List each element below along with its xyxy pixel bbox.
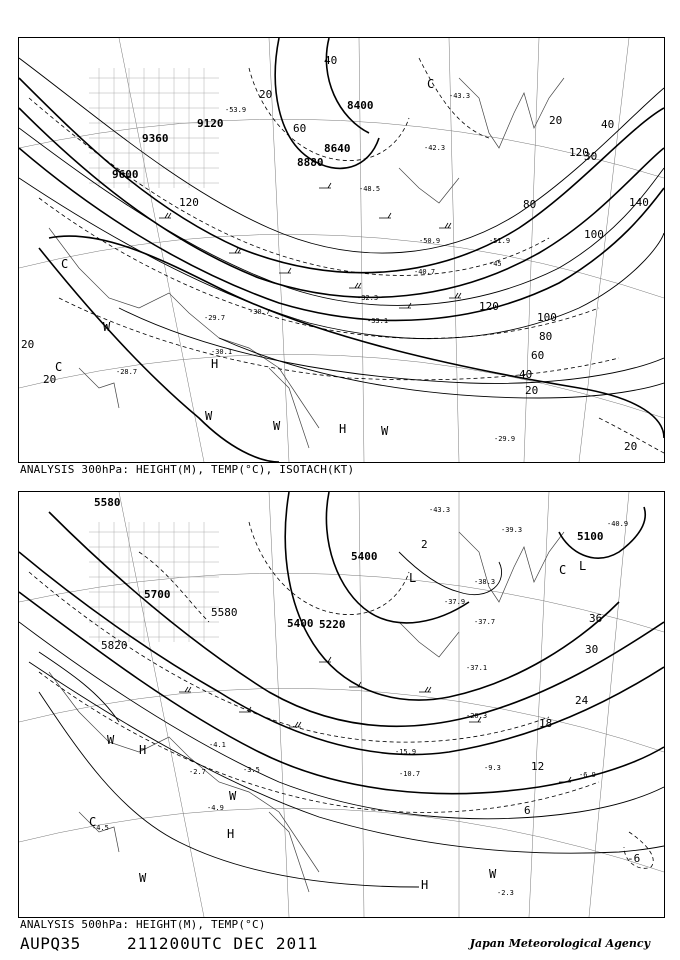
isotach-label: 60 [531, 349, 545, 362]
contour-label: 6 [524, 804, 531, 817]
temp-label: -40.9 [607, 520, 629, 528]
height-label: 8880 [297, 156, 324, 169]
caption-500hpa: ANALYSIS 500hPa: HEIGHT(M), TEMP(°C) [20, 918, 266, 931]
temp-label: -38.3 [474, 578, 496, 586]
temp-label: -29.9 [494, 435, 516, 443]
high-pressure-symbol: H [421, 878, 429, 892]
temp-label: -4.5 [92, 824, 109, 832]
temp-label: -10.7 [399, 770, 421, 778]
warm-center-symbol: W [381, 424, 389, 438]
warm-center-symbol: W [489, 867, 497, 881]
map-500hpa-canvas [19, 492, 664, 917]
warm-center-symbol: W [229, 789, 237, 803]
isotach-label: 120 [179, 196, 199, 209]
contour-label: 36 [589, 612, 603, 625]
temp-label: -2.7 [189, 768, 206, 776]
isotach-label: 140 [629, 196, 649, 209]
analysis-time: 211200UTC DEC 2011 [127, 934, 319, 953]
contour-label: 18 [539, 717, 553, 730]
temp-label: -45 [489, 260, 502, 268]
warm-center-symbol: W [139, 871, 147, 885]
wind-barbs [159, 183, 461, 308]
isotach-label: 40 [601, 118, 615, 131]
isotach-label: 20 [259, 88, 273, 101]
temp-label: -53.9 [225, 106, 247, 114]
contour-label: 2 [421, 538, 428, 551]
temp-label: -20.3 [466, 712, 488, 720]
isotach-label: 80 [539, 330, 553, 343]
height-label: 8640 [324, 142, 351, 155]
temp-label: -2.3 [497, 889, 514, 897]
map-500hpa [18, 491, 665, 918]
height-label: 5220 [319, 618, 346, 631]
isotach-label: 100 [537, 311, 557, 324]
isotach-label: 20 [21, 338, 35, 351]
isotach-label: 30 [584, 150, 598, 163]
temp-label: -37.9 [444, 598, 466, 606]
temp-label: -43.3 [429, 506, 451, 514]
caption-300hpa: ANALYSIS 300hPa: HEIGHT(M), TEMP(°C), ISOTACH(KT) [20, 463, 355, 476]
height-label: 5580 [94, 496, 121, 509]
isotach-label: 40 [519, 368, 533, 381]
high-pressure-symbol: H [211, 357, 219, 371]
height-label: 5100 [577, 530, 604, 543]
height-label: 9120 [197, 117, 224, 130]
temp-label: -9.3 [484, 764, 501, 772]
isotach-label: 20 [549, 114, 563, 127]
temp-label: -51.9 [489, 237, 511, 245]
terrain-hatching [89, 522, 219, 642]
map-300hpa-canvas [19, 38, 664, 462]
isotach-label: 100 [584, 228, 604, 241]
temp-label: -6.9 [579, 771, 596, 779]
high-pressure-symbol: H [139, 743, 147, 757]
high-pressure-symbol: H [339, 422, 347, 436]
contour-label: 24 [575, 694, 589, 707]
temp-label: -3.5 [243, 766, 260, 774]
cold-center-symbol: C [559, 563, 567, 577]
map-300hpa [18, 37, 665, 463]
temp-label: -15.9 [395, 748, 417, 756]
height-label: 5400 [351, 550, 378, 563]
contour-label: 30 [585, 643, 599, 656]
height-label: 5400 [287, 617, 314, 630]
low-pressure-symbol: L [409, 571, 417, 585]
isotach-label: 120 [569, 146, 589, 159]
isotach-label: 40 [324, 54, 338, 67]
height-label: 9600 [112, 168, 139, 181]
isotach-label: 80 [523, 198, 537, 211]
temp-label: -30.7 [249, 308, 271, 316]
contour-label: 12 [531, 760, 545, 773]
temp-label: -42.3 [424, 144, 446, 152]
temp-label: -29.7 [204, 314, 226, 322]
height-label: 5820 [101, 639, 128, 652]
height-label: 5580 [211, 606, 238, 619]
isotach-label: 20 [43, 373, 57, 386]
isotherm-contours [29, 58, 664, 453]
contour-label: -6 [627, 852, 641, 865]
isotach-label: 20 [624, 440, 638, 453]
temp-label: -30.1 [211, 348, 233, 356]
chart-code: AUPQ35 [20, 934, 81, 953]
cold-center-symbol: C [427, 77, 435, 91]
temp-label: -50.9 [419, 237, 441, 245]
height-label: 9360 [142, 132, 169, 145]
height-label: 8400 [347, 99, 374, 112]
cold-center-symbol: C [55, 360, 63, 374]
warm-center-symbol: W [107, 733, 115, 747]
temp-label: -32.3 [357, 294, 379, 302]
temp-label: -4.9 [207, 804, 224, 812]
warm-center-symbol: W [103, 320, 111, 334]
temp-label: -28.7 [116, 368, 138, 376]
isotach-label: 60 [293, 122, 307, 135]
warm-center-symbol: W [205, 409, 213, 423]
agency-name: Japan Meteorological Agency [469, 937, 650, 950]
height-label: 5700 [144, 588, 171, 601]
cold-center-symbol: C [89, 815, 97, 829]
temp-label: -33.1 [367, 317, 389, 325]
low-pressure-symbol: L [579, 559, 587, 573]
temp-label: -37.7 [474, 618, 496, 626]
temp-label: -4.1 [209, 741, 226, 749]
temp-label: -37.1 [466, 664, 488, 672]
temp-label: -43.3 [449, 92, 471, 100]
isotach-label: 120 [479, 300, 499, 313]
temp-label: -48.5 [359, 185, 381, 193]
temp-label: -40.7 [414, 268, 436, 276]
warm-center-symbol: W [273, 419, 281, 433]
high-pressure-symbol: H [227, 827, 235, 841]
isotach-label: 20 [525, 384, 539, 397]
temp-label: -39.3 [501, 526, 523, 534]
cold-center-symbol: C [61, 257, 69, 271]
